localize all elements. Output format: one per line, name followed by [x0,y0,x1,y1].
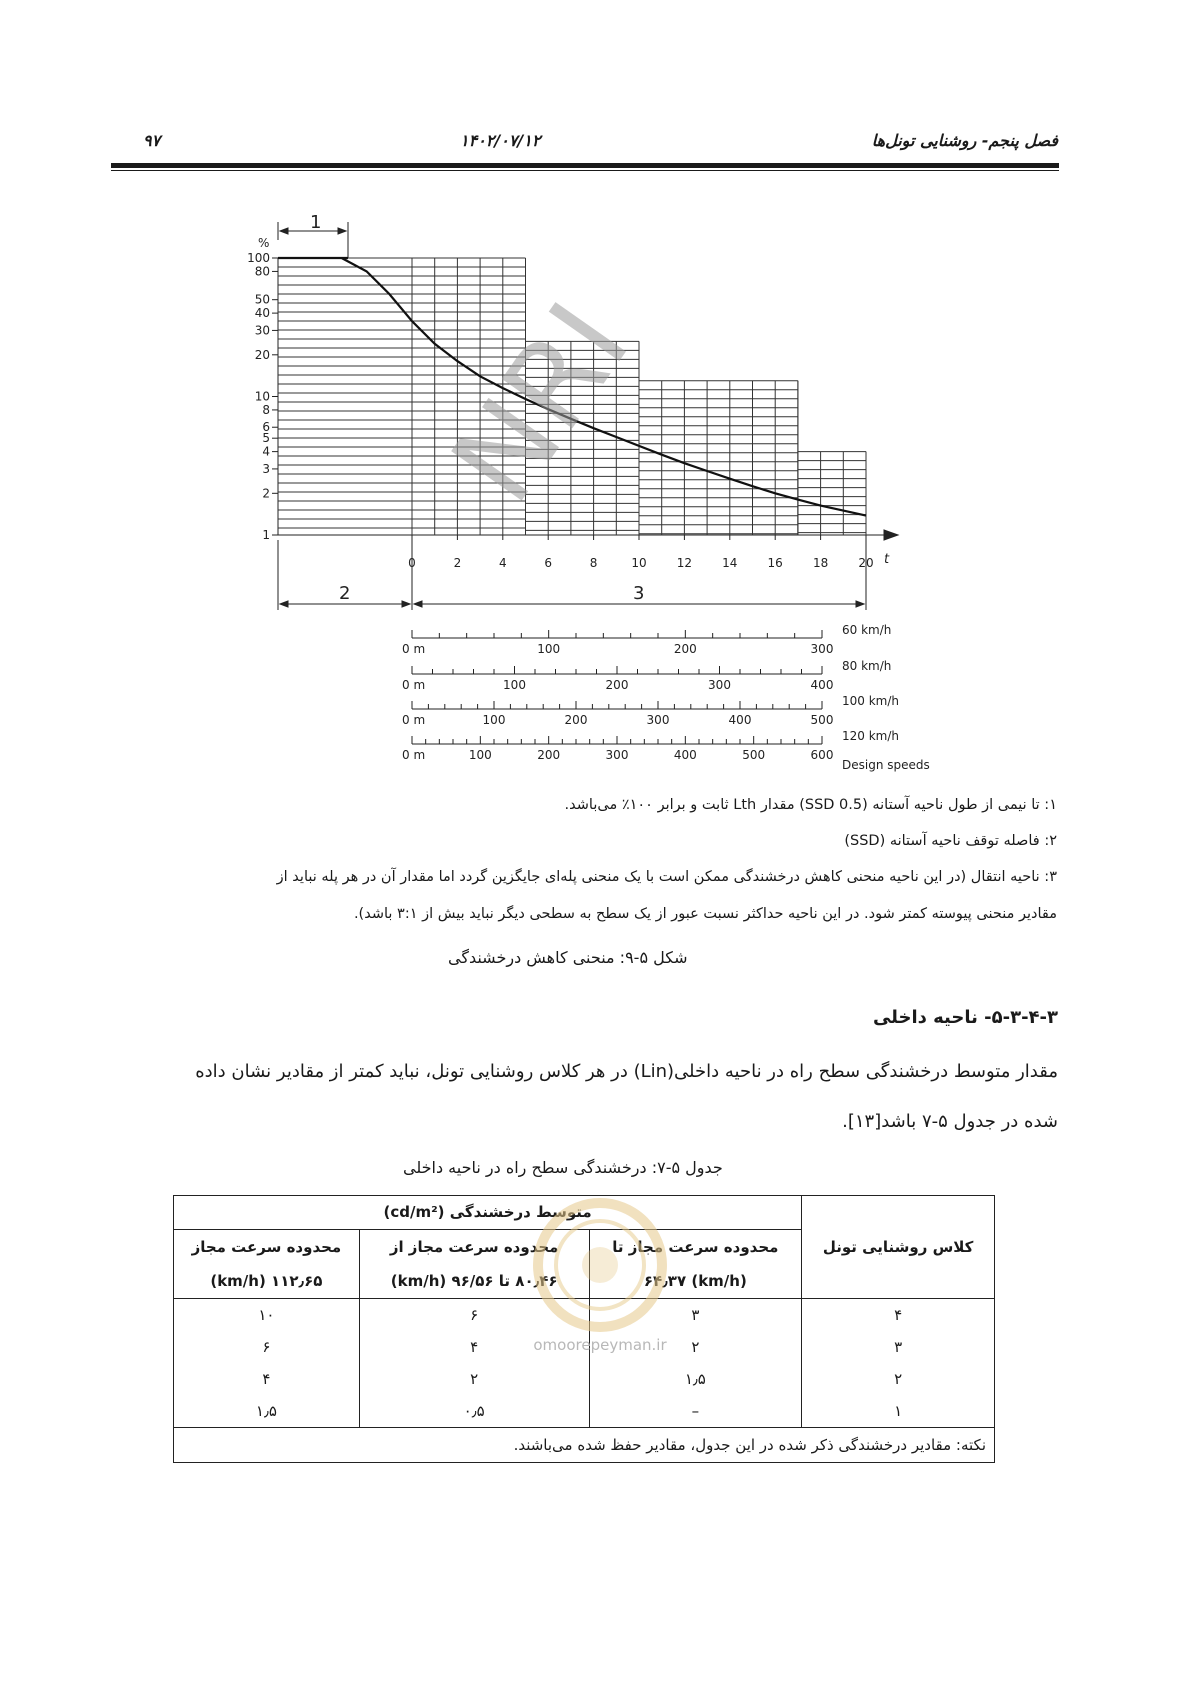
cell-class: ۳ [802,1331,995,1363]
scale-label: 100 [468,748,492,762]
cell-speed-mid: ۶ [359,1299,589,1332]
page-number: ۹۷ [143,131,161,150]
table-header-speed-low: محدوده سرعت مجاز تا (km/h) ۶۴٫۳۷ [589,1230,802,1299]
figure-caption: شکل ۵-۹: منحنی کاهش درخشندگی [448,948,688,967]
figure-note-3-cont: مقادیر منحنی پیوسته کمتر شود. در این ناحیه حداکثر نسبت عبور از یک سطح به سطحی دیگر نباید بیش از ۳:۱ باشد). [353,906,1057,922]
design-speed-label: 120 km/h [842,729,900,743]
design-speed-label: 60 km/h [842,623,892,637]
table-caption: جدول ۵-۷: درخشندگی سطح راه در ناحیه داخلی [403,1158,723,1177]
x-tick-label: 0 [408,556,416,570]
scale-label: 300 [646,713,670,727]
y-tick-label: 30 [254,323,270,338]
x-axis-arrow [884,530,898,540]
table-row [174,1395,995,1428]
scale-label: 100 [503,678,526,692]
cell-speed-mid: ۴ [359,1331,589,1363]
scale-label: 100 [537,642,561,656]
paragraph-line-2: شده در جدول ۵-۷ باشد[۱۳]. [842,1111,1058,1132]
scale-label: 100 [482,713,506,727]
y-tick-label: 3 [262,461,270,476]
table-row [174,1299,995,1332]
table-header-class: کلاس روشنایی تونل [802,1196,995,1299]
design-speeds-label: Design speeds [842,758,930,772]
design-speed-scales [402,623,899,762]
scale-label: 400 [728,713,752,727]
y-tick-label: 5 [262,431,270,446]
y-axis-unit: % [258,236,270,250]
scale-label: 200 [605,678,629,692]
x-tick-label: 4 [498,556,507,570]
x-tick-label: 2 [453,556,462,570]
x-tick-label: 10 [631,556,647,570]
scale-start-label: 0 m [402,642,426,656]
cell-speed-high: ۱٫۵ [174,1395,360,1428]
cell-speed-low: ۱٫۵ [589,1363,802,1395]
scale-label: 500 [742,748,766,762]
scale-label: 400 [810,678,834,692]
x-tick-label: 16 [767,556,783,570]
scale-label: 200 [673,642,697,656]
table-header-speed-high: محدوده سرعت مجاز ۱۱۲٫۶۵ (km/h) [174,1230,360,1299]
table-header-speed-mid: محدوده سرعت مجاز از ۸۰٫۴۶ تا ۹۶/۵۶ (km/h) [359,1230,589,1299]
x-tick-label: 6 [544,556,553,570]
zone-2-label: 2 [339,583,351,604]
scale-label: 200 [564,713,588,727]
scale-label: 300 [810,642,834,656]
y-tick-label: 10 [254,389,270,404]
cell-speed-low: – [589,1395,802,1428]
cell-speed-low: ۳ [589,1299,802,1332]
cell-class: ۲ [802,1363,995,1395]
figure-note-2: ۲: فاصله توقف ناحیه آستانه (SSD) [844,833,1057,849]
y-tick-label: 1 [262,528,270,542]
cell-speed-mid: ۲ [359,1363,589,1395]
y-tick-label: 80 [254,264,270,279]
y-tick-label: 2 [262,486,270,501]
y-tick-label: 4 [262,444,270,459]
x-tick-label: 8 [589,556,598,570]
cell-speed-mid: ۰٫۵ [359,1395,589,1428]
scale-label: 500 [810,713,834,727]
paragraph-line-1: مقدار متوسط درخشندگی سطح راه در ناحیه داخلی(Lin) در هر کلاس روشنایی تونل، نباید کمتر از مقادیر نشان داده [195,1061,1058,1082]
scale-label: 600 [810,748,834,762]
table-header-group: متوسط درخشندگی (cd/m²) [174,1196,802,1230]
y-tick-label: 8 [262,402,270,417]
y-tick-label: 20 [254,347,270,362]
cell-speed-high: ۱۰ [174,1299,360,1332]
zone-1-label: 1 [310,212,322,233]
cell-speed-high: ۴ [174,1363,360,1395]
figure-note-1: ۱: تا نیمی از طول ناحیه آستانه (SSD 0.5) مقدار Lth ثابت و برابر ۱۰۰٪ می‌باشد. [564,797,1057,813]
scale-label: 200 [537,748,561,762]
cell-class: ۴ [802,1299,995,1332]
nri-watermark [424,278,720,527]
cell-class: ۱ [802,1395,995,1428]
design-speed-label: 80 km/h [842,659,892,673]
design-speed-label: 100 km/h [842,694,900,708]
y-tick-label: 50 [254,292,270,307]
y-tick-label: 40 [254,306,270,321]
x-tick-label: 14 [722,556,738,570]
scale-start-label: 0 m [402,713,426,727]
scale-label: 300 [605,748,629,762]
y-tick-label: 6 [262,420,270,435]
scale-label: 300 [708,678,731,692]
x-axis-symbol: t [884,552,890,567]
table-row [174,1331,995,1363]
cell-speed-high: ۶ [174,1331,360,1363]
chapter-title: فصل پنجم- روشنایی تونل‌ها [871,131,1058,150]
table-row [174,1363,995,1395]
x-tick-label: 20 [858,556,874,570]
cell-speed-low: ۲ [589,1331,802,1363]
x-tick-label: 12 [676,556,693,570]
figure-note-3: ۳: ناحیه انتقال (در این ناحیه منحنی کاهش درخشندگی ممکن است با یک منحنی پله‌ای جایگزین گردد اما مقدار آن در هر پله نباید از [276,869,1057,885]
svg-text:omoorepeyman.ir: omoorepeyman.ir [533,1336,667,1354]
scale-label: 400 [673,748,697,762]
zone-3-label: 3 [633,583,645,604]
header-date: ۱۴۰۲/۰۷/۱۲ [460,131,541,150]
scale-start-label: 0 m [402,748,426,762]
interior-luminance-table [173,1195,995,1463]
table-note: نکته: مقادیر درخشندگی ذکر شده در این جدول، مقادیر حفظ شده می‌باشند. [174,1428,995,1463]
scale-start-label: 0 m [402,678,426,692]
x-tick-label: 18 [812,556,829,570]
section-heading: ۵-۳-۴-۳- ناحیه داخلی [872,1007,1058,1028]
y-tick-label: 100 [247,251,270,265]
svg-text:NRI: NRI [424,278,656,527]
